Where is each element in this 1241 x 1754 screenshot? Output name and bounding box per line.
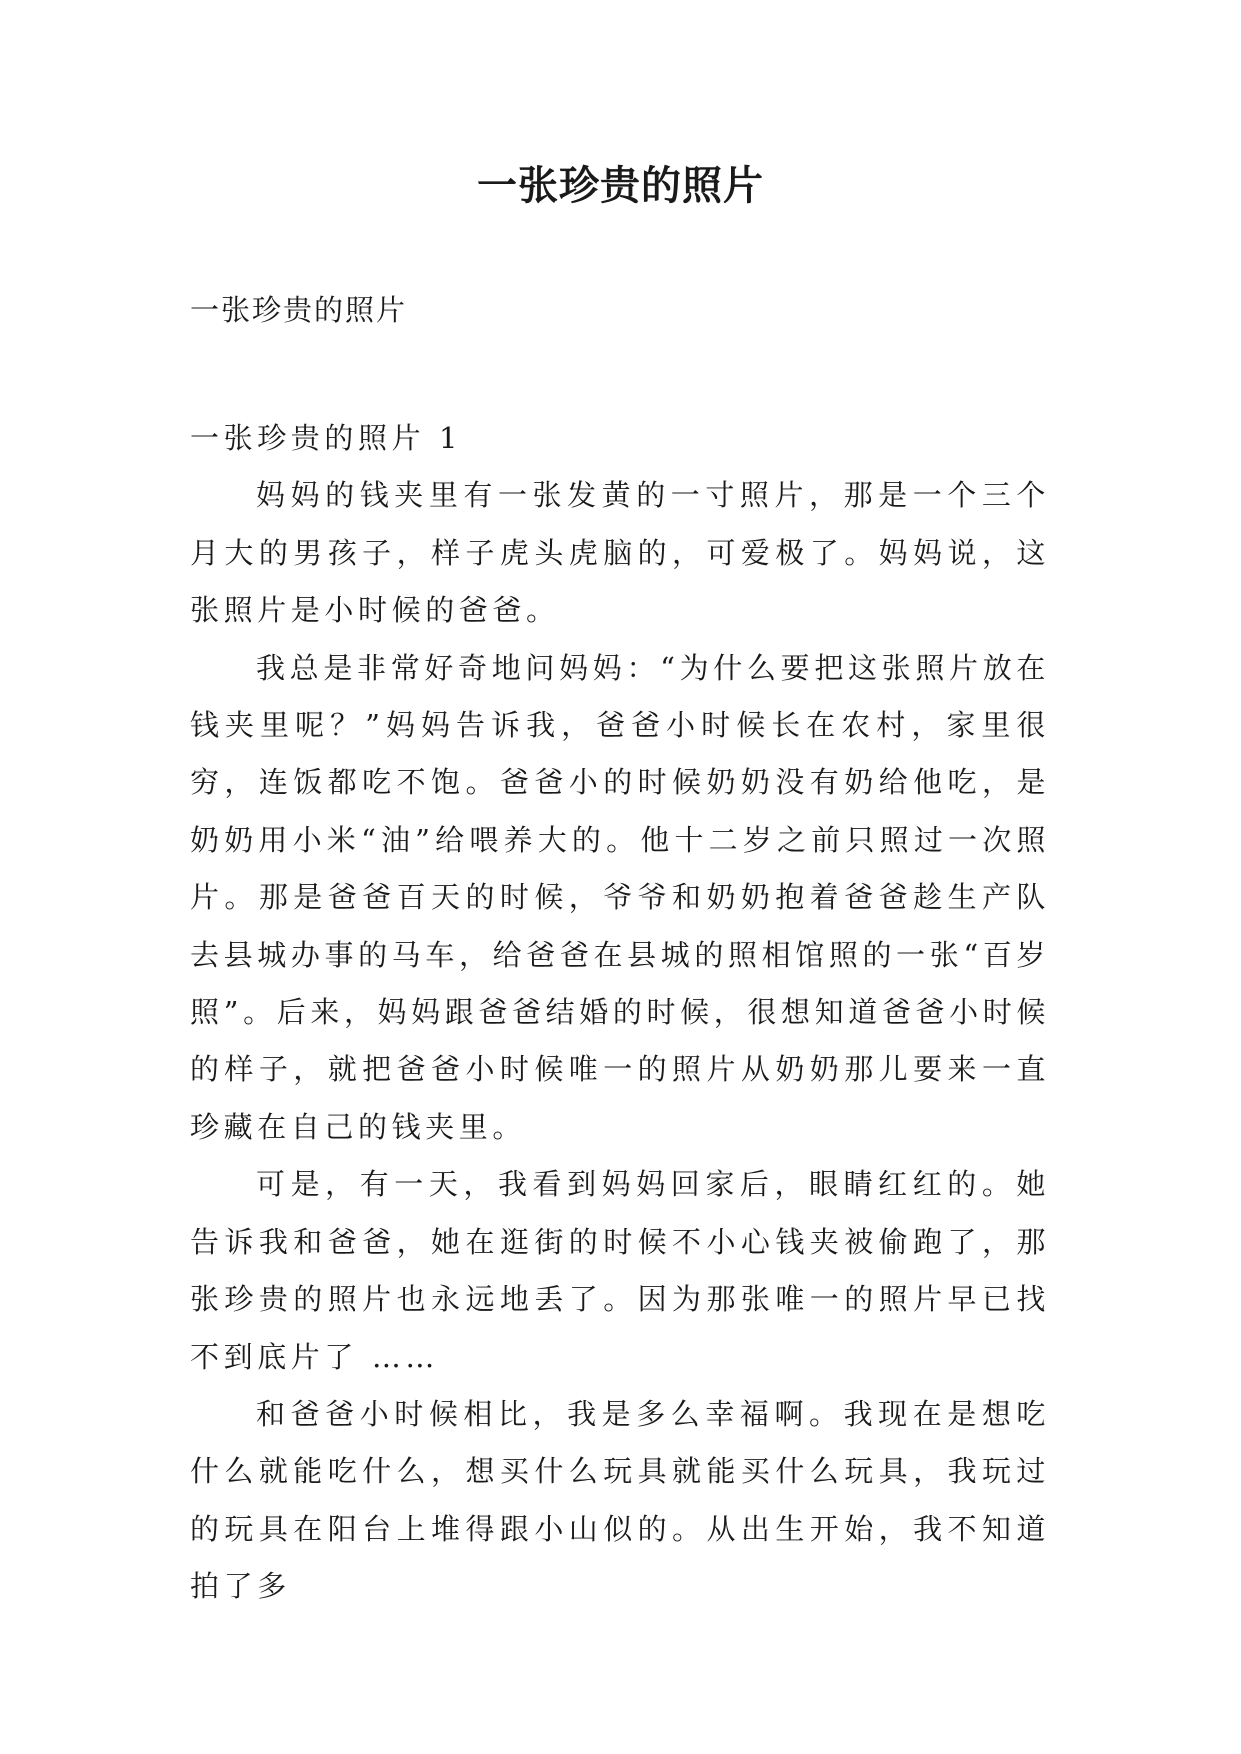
paragraph-1: 妈妈的钱夹里有一张发黄的一寸照片，那是一个三个月大的男孩子，样子虎头虎脑的，可爱极了。妈妈说，这张照片是小时候的爸爸。 [190,478,1050,628]
document-title: 一张珍贵的照片 [477,162,764,209]
document-body [190,410,1050,1616]
paragraph-4: 和爸爸小时候相比，我是多么幸福啊。我现在是想吃什么就能吃什么，想买什么玩具就能买什么玩具，我玩过的玩具在阳台上堆得跟小山似的。从出生开始，我不知道拍了多 [190,1396,1050,1604]
paragraph-3: 可是，有一天，我看到妈妈回家后，眼睛红红的。她告诉我和爸爸，她在逛街的时候不小心钱夹被偷跑了，那张珍贵的照片也永远地丢了。因为那张唯一的照片早已找不到底片了 …… [190,1167,1050,1374]
document-subtitle: 一张珍贵的照片 [190,293,408,327]
section-heading: 一张珍贵的照片 1 [190,421,463,455]
paragraph-2: 我总是非常好奇地问妈妈：“为什么要把这张照片放在钱夹里呢？”妈妈告诉我，爸爸小时候长在农村，家里很穷，连饭都吃不饱。爸爸小的时候奶奶没有奶给他吃，是奶奶用小米“油”给喂养大的。他十二岁之前只照过一次照片。那是爸爸百天的时候，爷爷和奶奶抱着爸爸趁生产队去县城办事的马车，给爸爸在县城的照相馆照的一张“百岁照”。后来，妈妈跟爸爸结婚的时候，很想知道爸爸小时候的样子，就把爸爸小时候唯一的照片从奶奶那儿要来一直珍藏在自己的钱夹里。 [190,650,1050,1144]
